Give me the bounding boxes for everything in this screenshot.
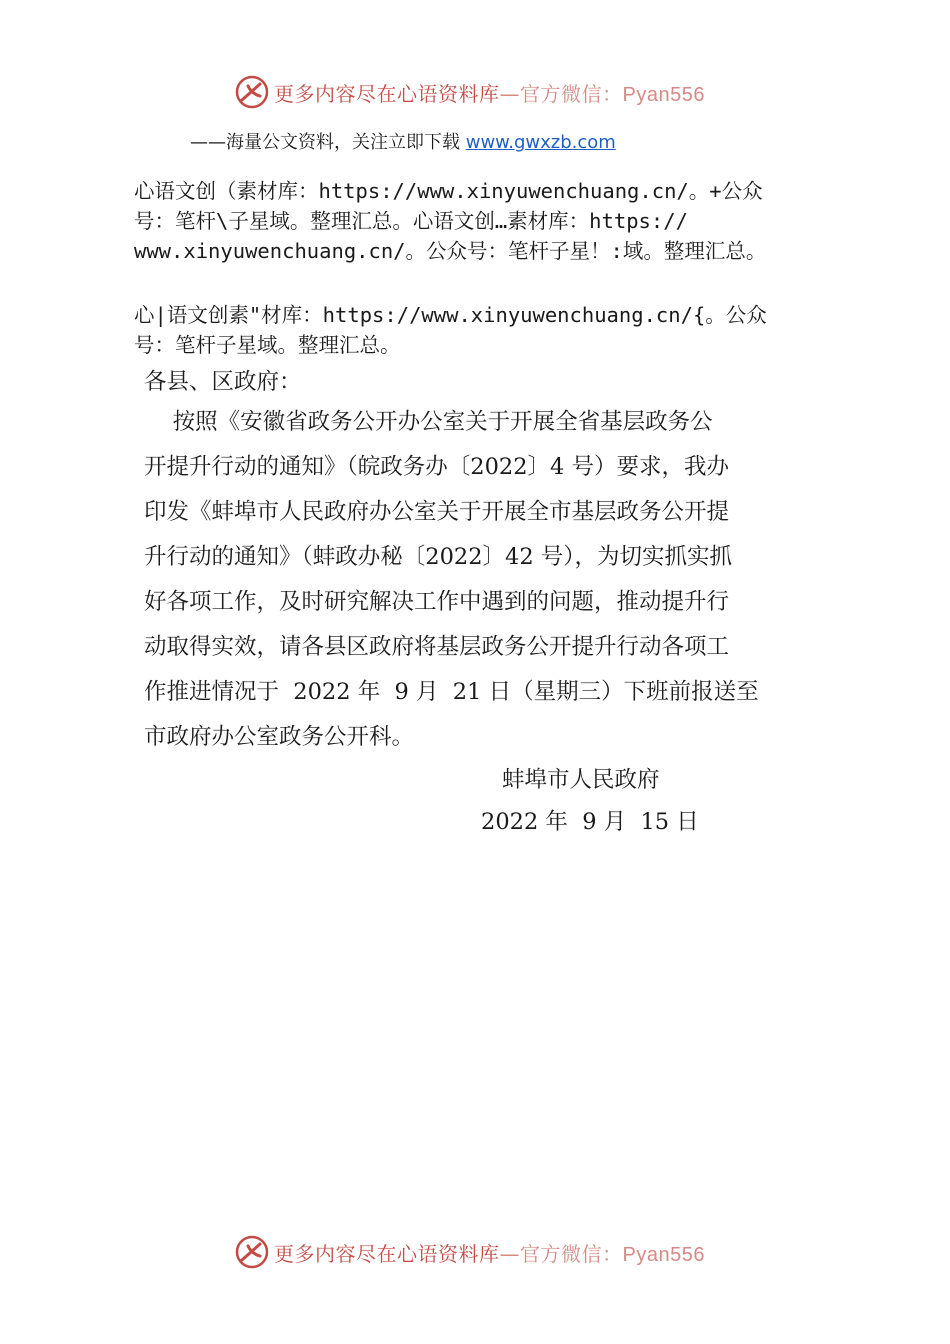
body-line: 印发《蚌埠市人民政府办公室关于开展全市基层政务公开提 [144,499,730,525]
watermark-logo-icon [234,74,270,110]
garbled-line: 心|语文创素"材库：https://www.xinyuwenchuang.cn/{。公众 [134,303,767,327]
letter-body [144,400,814,760]
watermark-banner-bottom [234,1234,705,1270]
site-link[interactable]: www.gwxzb.com [465,132,616,153]
watermark-banner-top [234,74,705,110]
body-line: 升行动的通知》（蚌政办秘〔2022〕42 号），为切实抓实抓 [144,544,733,570]
garbled-line: www.xinyuwenchuang.cn/。公众号：笔杆子星！:域。整理汇总。 [134,239,767,263]
watermark-text: 更多内容尽在心语资料库—官方微信：Pyan556 [274,81,705,106]
body-line: 市政府办公室政务公开科。 [144,724,415,750]
garbled-watermark-block-1 [134,176,854,266]
download-subline [190,128,616,154]
salutation: 各县、区政府： [144,369,302,395]
garbled-line: 号：笔杆子星域。整理汇总。 [134,333,401,357]
garbled-line: 号：笔杆\子星域。整理汇总。心语文创…素材库：https:// [134,209,688,233]
body-line: 好各项工作，及时研究解决工作中遇到的问题，推动提升行 [144,589,730,615]
watermark-logo-icon [234,1234,270,1270]
body-line: 按照《安徽省政务公开办公室关于开展全省基层政务公 [144,409,713,435]
body-line: 动取得实效，请各县区政府将基层政务公开提升行动各项工 [144,634,730,660]
signature-date: 2022 年 9 月 15 日 [481,809,699,835]
body-line: 作推进情况于 2022 年 9 月 21 日（星期三）下班前报送至 [144,679,759,705]
garbled-line: 心语文创（素材库：https://www.xinyuwenchuang.cn/。+公众 [134,179,763,203]
subline-text: ——海量公文资料，关注立即下载 [190,132,466,153]
garbled-watermark-block-2 [134,300,854,360]
watermark-text: 更多内容尽在心语资料库—官方微信：Pyan556 [274,1241,705,1266]
body-line: 开提升行动的通知》（皖政务办〔2022〕4 号）要求，我办 [144,454,729,480]
signature: 蚌埠市人民政府 [502,767,660,793]
